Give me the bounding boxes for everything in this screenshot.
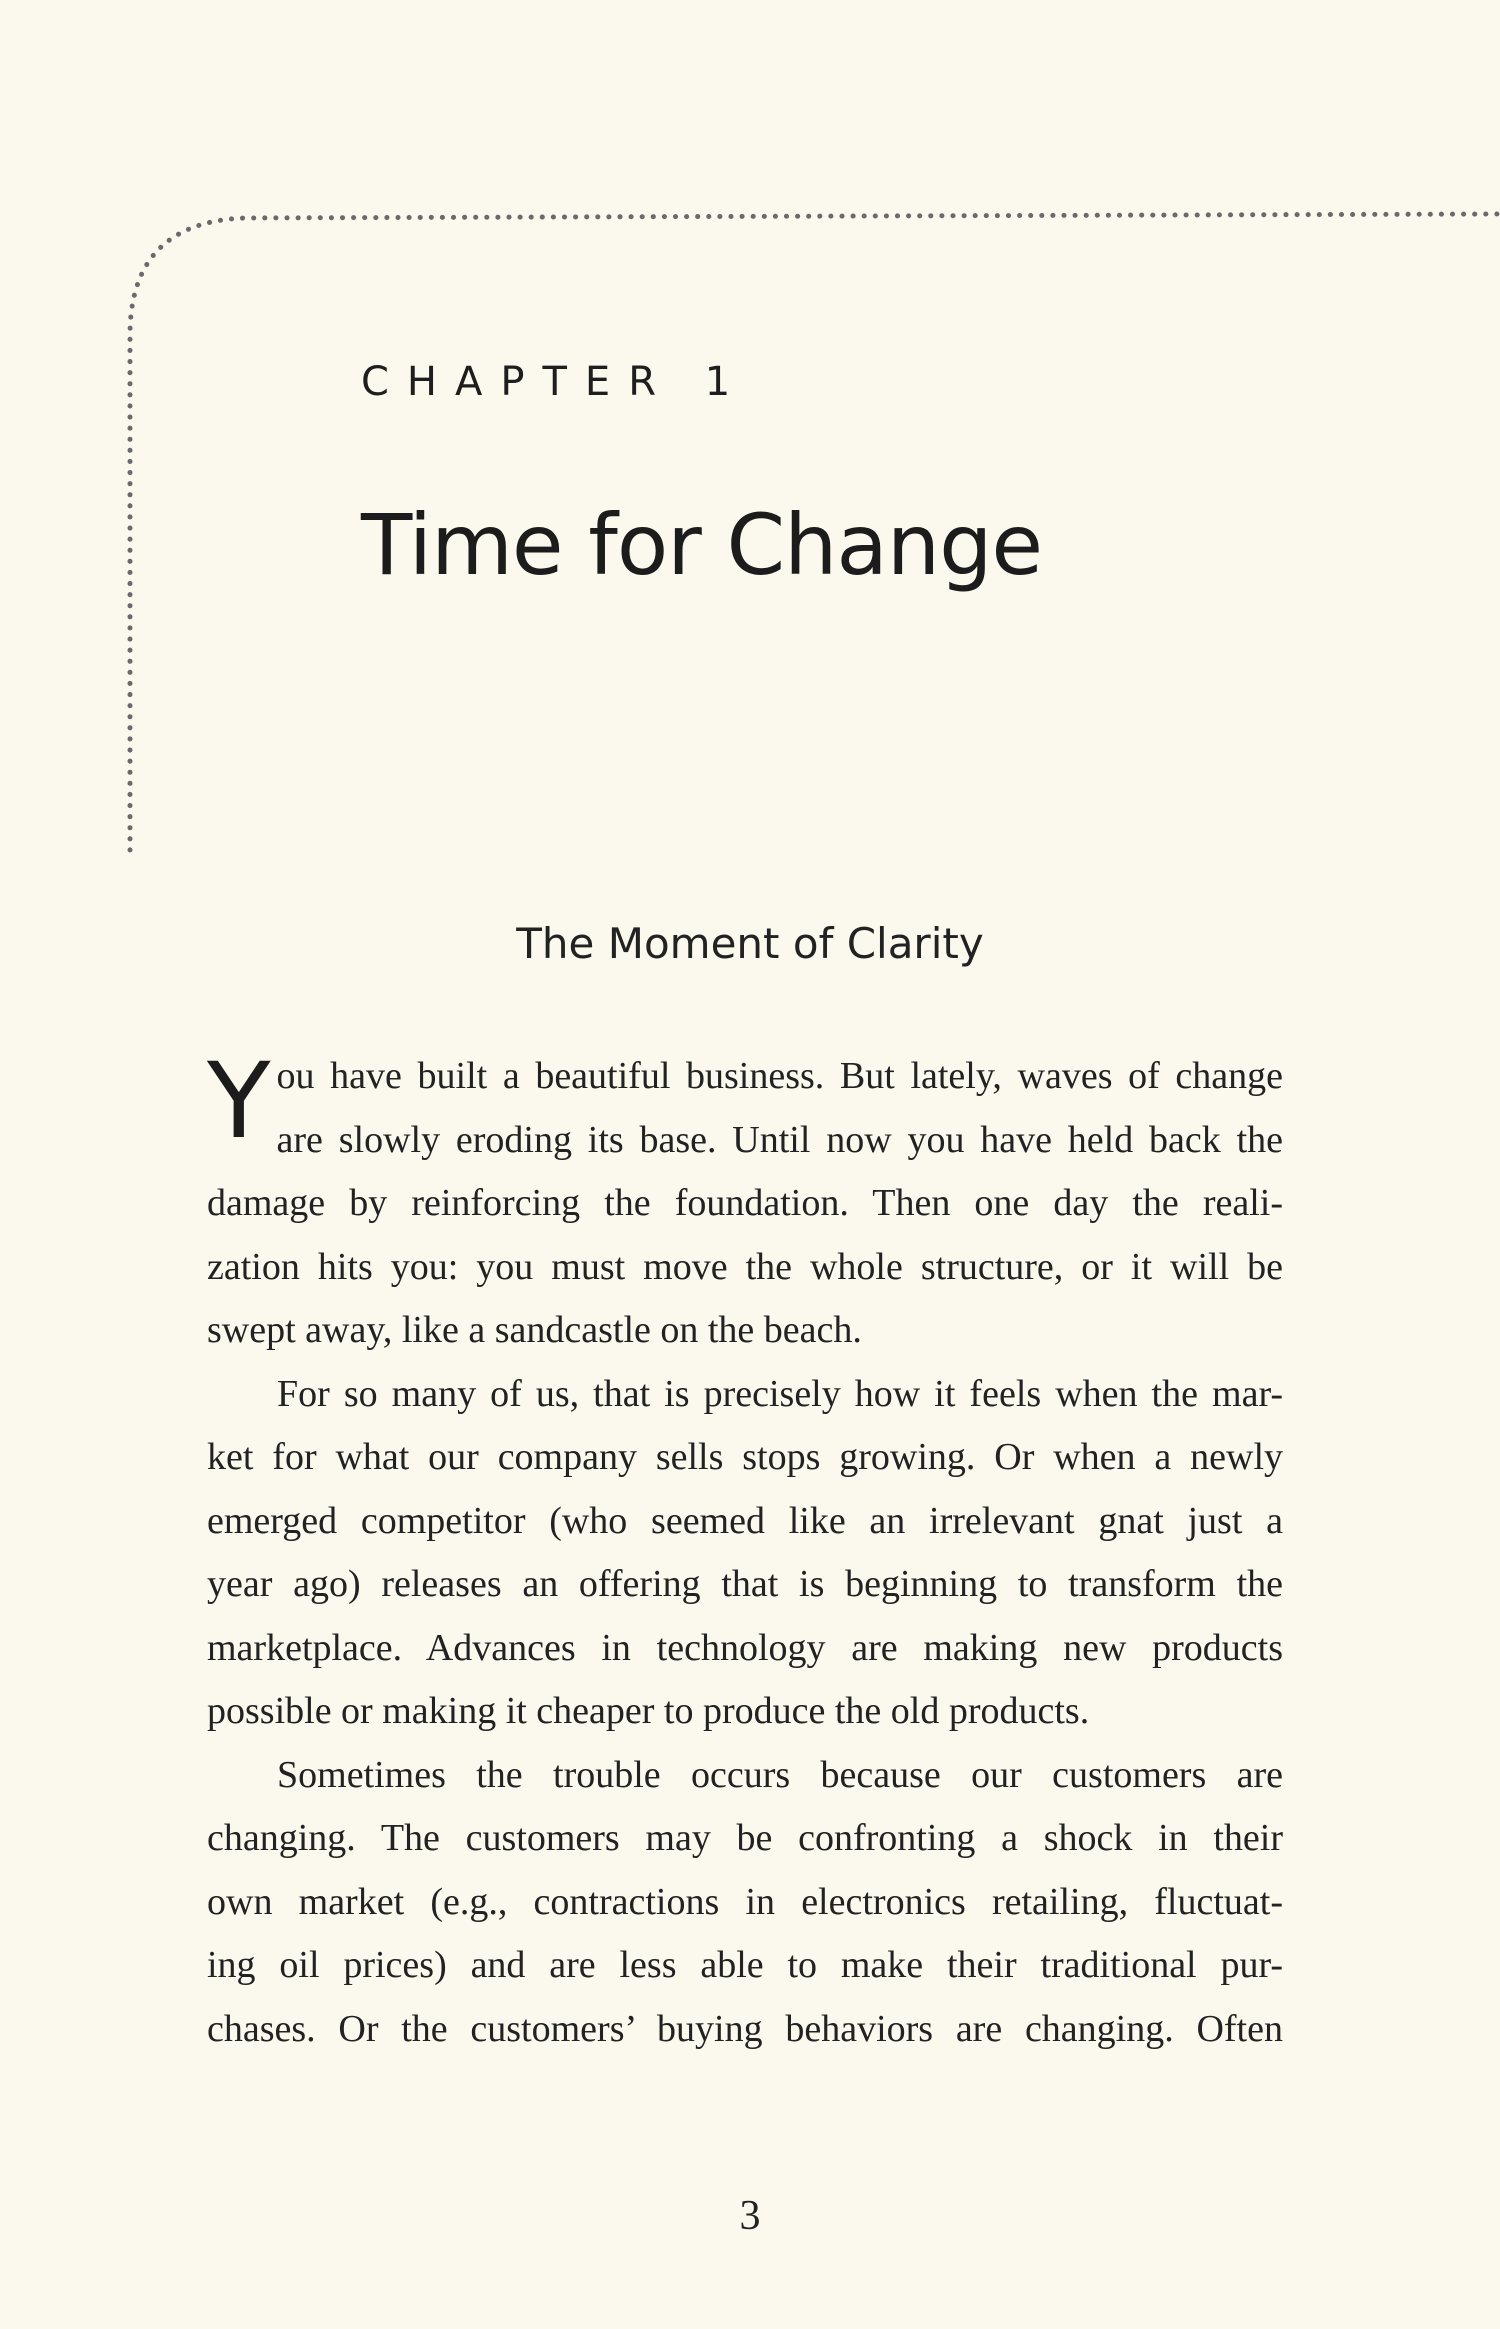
chapter-label: CHAPTER 1 (361, 359, 749, 405)
text-line: ket for what our company sells stops growing. Or when a newly (207, 1436, 1283, 1478)
text-line: own market (e.g., contractions in electronics retailing, fluctuat- (207, 1880, 1283, 1923)
paragraph-2 (207, 1363, 1283, 1744)
paragraph-3 (207, 1744, 1283, 2062)
text-line: swept away, like a sandcastle on the beach. (207, 1309, 862, 1351)
text-line: chases. Or the customers’ buying behaviors are changing. Often (207, 2007, 1283, 2050)
section-heading: The Moment of Clarity (516, 919, 984, 968)
page-number: 3 (739, 2193, 761, 2239)
text-line: For so many of us, that is precisely how it feels when the mar- (277, 1372, 1283, 1415)
text-line: emerged competitor (who seemed like an irrelevant gnat just a (207, 1499, 1283, 1542)
body-text (207, 1040, 1283, 2061)
text-line: possible or making it cheaper to produce the old products. (207, 1690, 1090, 1732)
text-line: Sometimes the trouble occurs because our customers are (277, 1753, 1283, 1796)
drop-cap: Y (207, 1040, 271, 1162)
paragraph-1 (207, 1040, 1283, 1363)
dotted-corner-frame (0, 0, 1500, 900)
text-line: are slowly eroding its base. Until now you have held back the (276, 1118, 1283, 1161)
text-line: year ago) releases an offering that is beginning to transform the (207, 1563, 1283, 1605)
text-line: changing. The customers may be confronting a shock in their (207, 1817, 1283, 1859)
text-line: marketplace. Advances in technology are making new products (207, 1626, 1283, 1669)
text-line: zation hits you: you must move the whole structure, or it will be (207, 1245, 1283, 1288)
text-line: ing oil prices) and are less able to make their traditional pur- (207, 1944, 1283, 1986)
text-line: damage by reinforcing the foundation. Then one day the reali- (207, 1182, 1283, 1224)
text-line: ou have built a beautiful business. But lately, waves of change (276, 1055, 1283, 1097)
chapter-title: Time for Change (361, 496, 1043, 594)
